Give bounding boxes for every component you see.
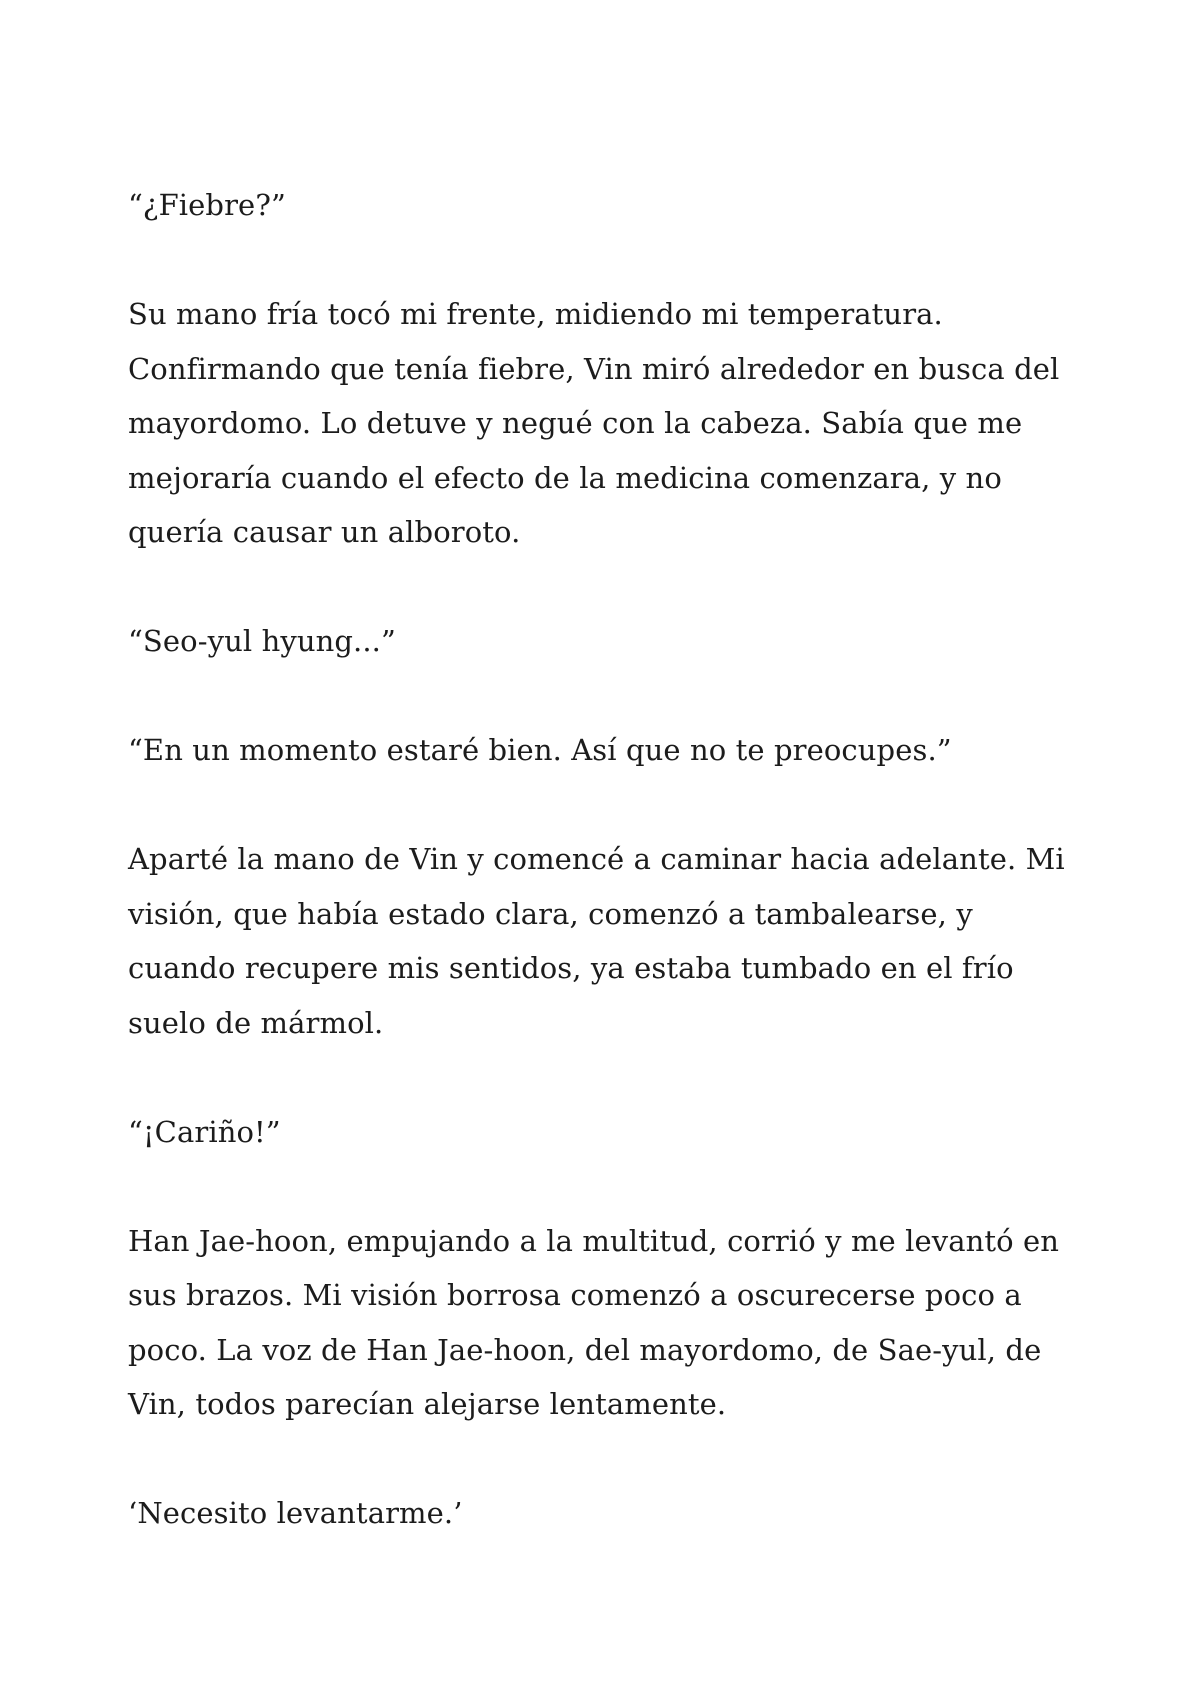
paragraph-fiebre: “¿Fiebre?” <box>128 188 286 222</box>
paragraph-aparte: Aparté la mano de Vin y comencé a caminar hacia adelante. Mi visión, que había estado clara, comenzó a tambalearse, y cuando recupere mis sentidos, ya estaba tumbado en el frío suelo de mármol. <box>128 842 1065 1040</box>
paragraph-carino: “¡Cariño!” <box>128 1114 281 1149</box>
paragraph-estare-bien: “En un momento estaré bien. Así que no te preocupes.” <box>128 733 952 767</box>
paragraph-mano-fria: Su mano fría tocó mi frente, midiendo mi temperatura. Confirmando que tenía fiebre, Vin miró alrededor en busca del mayordomo. Lo detuve y negué con la cabeza. Sabía que me mejoraría cuando el efecto de la medicina comenzara, y no quería causar un alboroto. <box>128 297 1060 549</box>
paragraph-han-jae-hoon: Han Jae-hoon, empujando a la multitud, corrió y me levantó en sus brazos. Mi visión borrosa comenzó a oscurecerse poco a poco. La voz de Han Jae-hoon, del mayordomo, de Sae-yul, de Vin, todos parecían alejarse lentamente. <box>128 1223 1060 1421</box>
paragraph-levantarme: ‘Necesito levantarme.’ <box>128 1496 463 1530</box>
paragraph-seo-yul: “Seo-yul hyung...” <box>128 624 396 658</box>
document-body <box>128 178 1088 1541</box>
